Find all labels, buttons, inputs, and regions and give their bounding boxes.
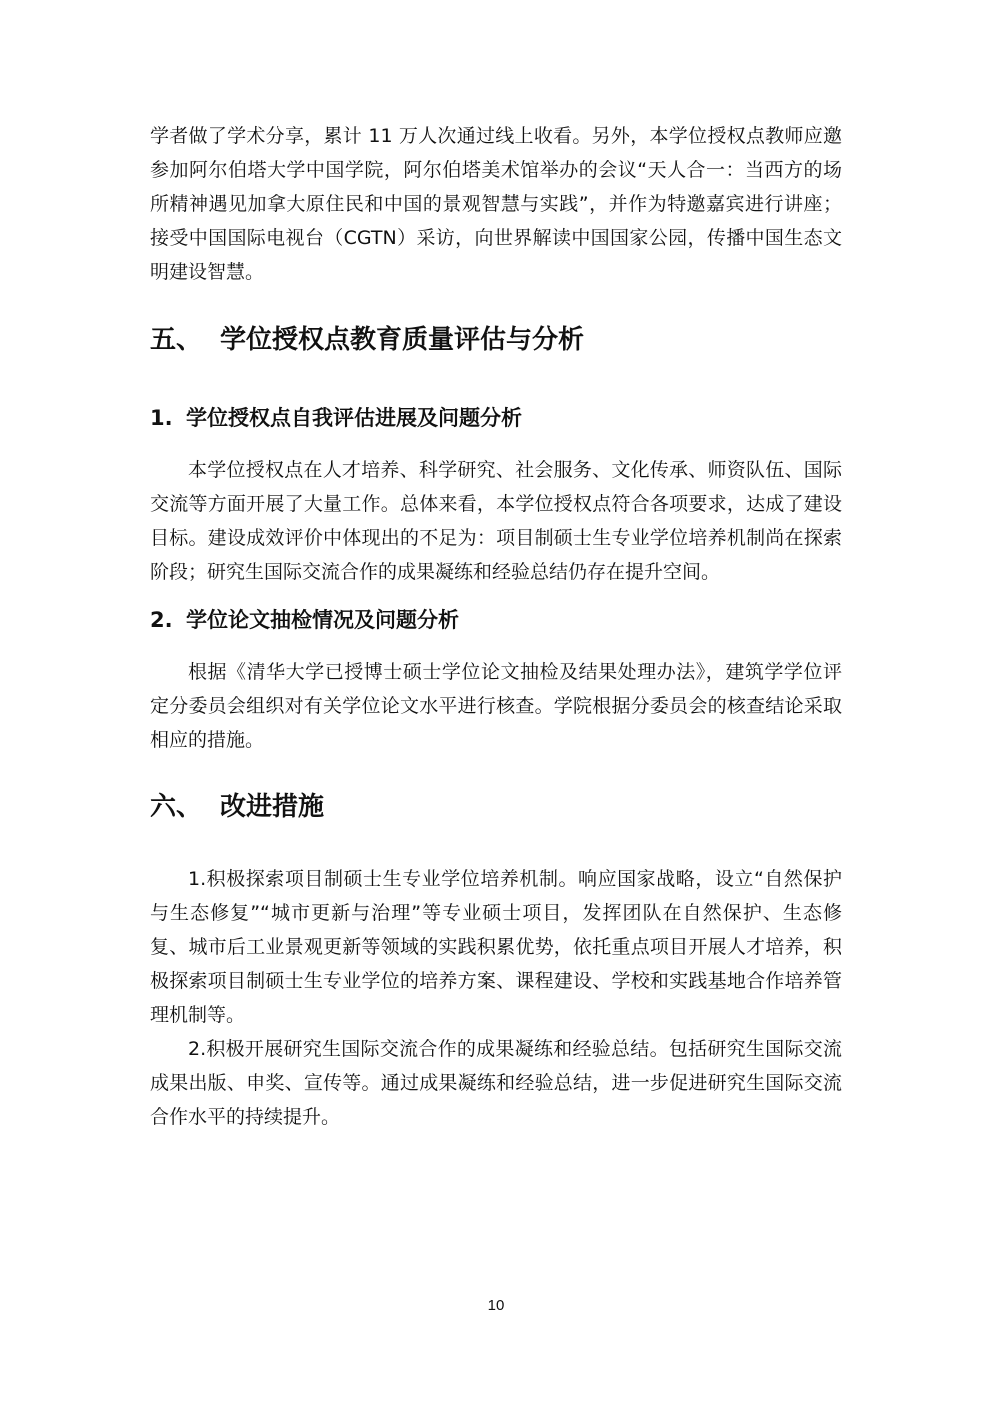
subsection-title: 学位论文抽检情况及问题分析 (186, 608, 459, 632)
section-heading-five (150, 322, 584, 358)
page-number: 10 (487, 1297, 505, 1314)
subsection-heading-2 (150, 605, 459, 635)
subsection-number: 1. (150, 406, 173, 430)
thesis-check-paragraph: 根据《清华大学已授博士硕士学位论文抽检及结果处理办法》，建筑学学位评定分委员会组织对有关学位论文水平进行核查。学院根据分委员会的核查结论采取相应的措施。 (150, 661, 842, 751)
section-number: 五、 (150, 325, 203, 355)
measure-2-paragraph: 2.积极开展研究生国际交流合作的成果凝练和经验总结。包括研究生国际交流成果出版、申奖、宣传等。通过成果凝练和经验总结，进一步促进研究生国际交流合作水平的持续提升。 (150, 1038, 842, 1128)
section-title: 学位授权点教育质量评估与分析 (220, 325, 585, 355)
subsection-number: 2. (150, 608, 173, 632)
subsection-heading-1 (150, 403, 522, 433)
measure-1-paragraph: 1.积极探索项目制硕士生专业学位培养机制。响应国家战略，设立“自然保护与生态修复”“城市更新与治理”等专业硕士项目，发挥团队在自然保护、生态修复、城市后工业景观更新等领域的实践积累优势，依托重点项目开展人才培养，积极探索项目制硕士生专业学位的培养方案、课程建设、学校和实践基地合作培养管理机制等。 (150, 868, 842, 1026)
intro-paragraph: 学者做了学术分享，累计 11 万人次通过线上收看。另外，本学位授权点教师应邀参加阿尔伯塔大学中国学院，阿尔伯塔美术馆举办的会议“天人合一：当西方的场所精神遇见加拿大原住民和中国的景观智慧与实践”，并作为特邀嘉宾进行讲座；接受中国国际电视台（CGTN）采访，向世界解读中国国家公园，传播中国生态文明建设智慧。 (150, 125, 842, 283)
section-number: 六、 (150, 792, 203, 822)
section-heading-six (150, 789, 324, 825)
section-title: 改进措施 (220, 792, 325, 822)
subsection-title: 学位授权点自我评估进展及问题分析 (186, 406, 522, 430)
self-evaluation-paragraph: 本学位授权点在人才培养、科学研究、社会服务、文化传承、师资队伍、国际交流等方面开展了大量工作。总体来看，本学位授权点符合各项要求，达成了建设目标。建设成效评价中体现出的不足为：项目制硕士生专业学位培养机制尚在探索阶段；研究生国际交流合作的成果凝练和经验总结仍存在提升空间。 (150, 459, 842, 583)
